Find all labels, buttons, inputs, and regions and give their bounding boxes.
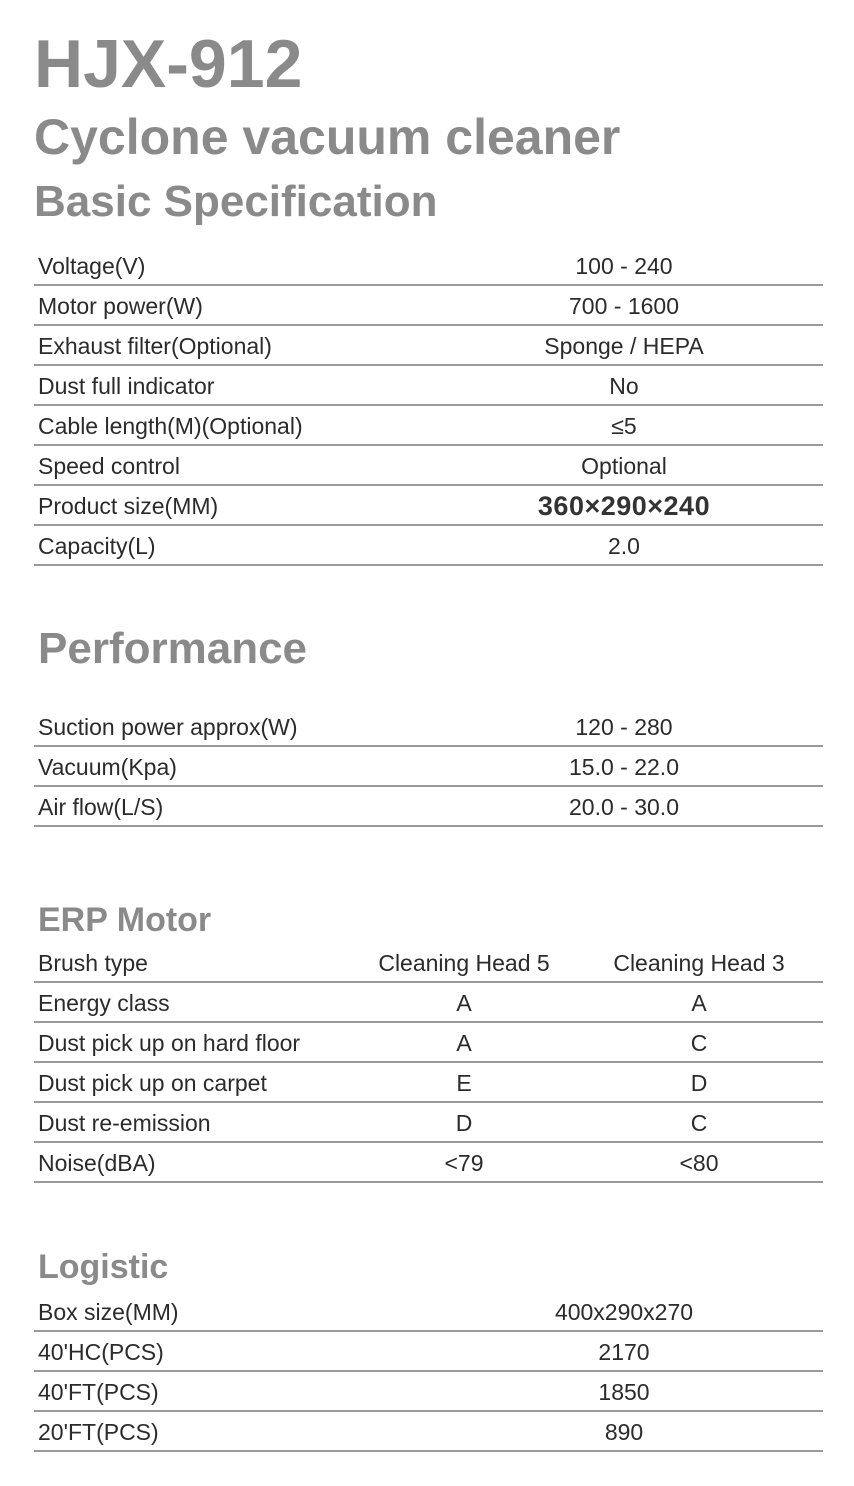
spec-value: ≤5 bbox=[611, 413, 637, 439]
logistic-row-20ft bbox=[34, 1412, 823, 1452]
spec-value: <79 bbox=[444, 1150, 484, 1176]
spec-label: Suction power approx(W) bbox=[38, 714, 298, 740]
logistic-title: Logistic bbox=[38, 1248, 169, 1286]
spec-value: Optional bbox=[581, 453, 667, 479]
spec-row-cable-length bbox=[34, 406, 823, 446]
model-title: HJX-912 bbox=[34, 26, 303, 102]
spec-value: A bbox=[691, 990, 707, 1016]
spec-label: Box size(MM) bbox=[38, 1299, 179, 1325]
spec-value: 400x290x270 bbox=[554, 1299, 694, 1325]
basic-spec-table bbox=[34, 246, 823, 566]
spec-label: Exhaust filter(Optional) bbox=[38, 333, 272, 359]
spec-value: 700 - 1600 bbox=[569, 293, 679, 319]
spec-label: Dust re-emission bbox=[38, 1110, 211, 1136]
spec-value: D bbox=[690, 1070, 708, 1096]
spec-value: <80 bbox=[679, 1150, 719, 1176]
spec-value: 890 bbox=[604, 1419, 644, 1445]
logistic-row-40ft bbox=[34, 1372, 823, 1412]
perf-row-vacuum bbox=[34, 747, 823, 787]
spec-label: Voltage(V) bbox=[38, 253, 146, 279]
spec-label: Cable length(M)(Optional) bbox=[38, 413, 303, 439]
spec-value: Sponge / HEPA bbox=[544, 333, 704, 359]
spec-value: A bbox=[456, 1030, 472, 1056]
spec-row-dust-full-indicator bbox=[34, 366, 823, 406]
spec-value: 360×290×240 bbox=[537, 491, 711, 521]
column-header: Brush type bbox=[38, 950, 148, 976]
spec-value: 2.0 bbox=[608, 533, 640, 559]
spec-label: Motor power(W) bbox=[38, 293, 203, 319]
column-header: Cleaning Head 3 bbox=[613, 950, 785, 976]
spec-label: Air flow(L/S) bbox=[38, 794, 164, 820]
spec-label: Dust full indicator bbox=[38, 373, 215, 399]
spec-value: 2170 bbox=[598, 1339, 650, 1365]
erp-row-hard-floor bbox=[34, 1023, 823, 1063]
spec-value: C bbox=[690, 1110, 708, 1136]
spec-label: 40'FT(PCS) bbox=[38, 1379, 159, 1405]
column-header: Cleaning Head 5 bbox=[378, 950, 550, 976]
logistic-row-box-size bbox=[34, 1292, 823, 1332]
spec-value: 1850 bbox=[598, 1379, 650, 1405]
spec-label: 40'HC(PCS) bbox=[38, 1339, 164, 1365]
spec-row-product-size bbox=[34, 486, 823, 526]
spec-value: 20.0 - 30.0 bbox=[569, 794, 679, 820]
erp-row-energy-class bbox=[34, 983, 823, 1023]
spec-row-exhaust-filter bbox=[34, 326, 823, 366]
spec-value: No bbox=[609, 373, 639, 399]
logistic-row-40hc bbox=[34, 1332, 823, 1372]
product-name: Cyclone vacuum cleaner bbox=[34, 109, 621, 165]
spec-label: Speed control bbox=[38, 453, 180, 479]
erp-header-row bbox=[34, 943, 823, 983]
spec-row-capacity bbox=[34, 526, 823, 566]
erp-row-re-emission bbox=[34, 1103, 823, 1143]
spec-value: 15.0 - 22.0 bbox=[569, 754, 679, 780]
spec-label: Product size(MM) bbox=[38, 493, 219, 519]
spec-label: Dust pick up on carpet bbox=[38, 1070, 267, 1096]
perf-row-suction-power bbox=[34, 707, 823, 747]
spec-label: Dust pick up on hard floor bbox=[38, 1030, 301, 1056]
erp-row-noise bbox=[34, 1143, 823, 1183]
spec-label: Energy class bbox=[38, 990, 170, 1016]
spec-row-voltage bbox=[34, 246, 823, 286]
erp-row-carpet bbox=[34, 1063, 823, 1103]
logistic-table bbox=[34, 1292, 823, 1452]
spec-label: Capacity(L) bbox=[38, 533, 156, 559]
basic-spec-title: Basic Specification bbox=[34, 177, 438, 226]
spec-value: D bbox=[455, 1110, 473, 1136]
performance-title: Performance bbox=[38, 624, 308, 673]
spec-value: 100 - 240 bbox=[575, 253, 673, 279]
perf-row-air-flow bbox=[34, 787, 823, 827]
spec-label: Noise(dBA) bbox=[38, 1150, 156, 1176]
erp-motor-table bbox=[34, 943, 823, 1183]
spec-row-speed-control bbox=[34, 446, 823, 486]
spec-value: 120 - 280 bbox=[575, 714, 673, 740]
spec-row-motor-power bbox=[34, 286, 823, 326]
spec-value: A bbox=[456, 990, 472, 1016]
performance-table bbox=[34, 707, 823, 827]
spec-label: Vacuum(Kpa) bbox=[38, 754, 177, 780]
spec-value: E bbox=[456, 1070, 472, 1096]
spec-value: C bbox=[690, 1030, 708, 1056]
erp-motor-title: ERP Motor bbox=[38, 901, 212, 939]
spec-label: 20'FT(PCS) bbox=[38, 1419, 159, 1445]
